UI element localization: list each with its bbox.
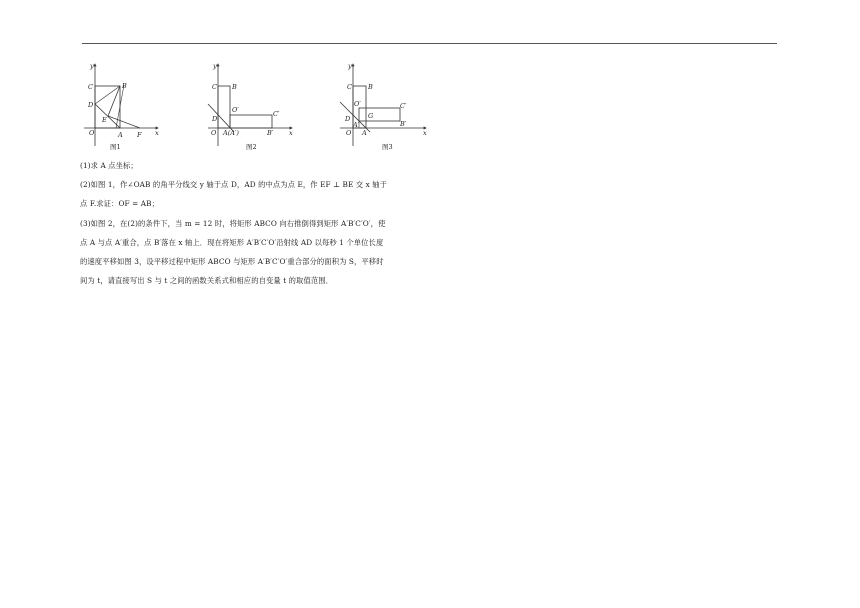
label-c2: C′ (400, 102, 407, 110)
figure-2 (200, 58, 300, 153)
label-d: D (88, 101, 94, 109)
label-d: D (212, 115, 218, 123)
label-c2: C′ (273, 110, 280, 118)
label-a: A(A′) (223, 129, 239, 137)
label-f: F (137, 131, 142, 139)
rectangle-a2b2c2o2 (230, 115, 272, 128)
problem-line: (3)如图 2，在(2)的条件下，当 m = 12 时，将矩形 ABCO 向右推倒得到矩形 A′B′C′O′，使 (80, 218, 386, 228)
label-o2: O′ (354, 100, 361, 108)
label-o: O (89, 129, 95, 137)
label-d: D (345, 115, 351, 123)
rectangle-abco (95, 86, 120, 128)
label-b2: B′ (400, 120, 407, 128)
label-o: O (346, 129, 352, 137)
header-rule (82, 43, 777, 44)
label-c: C (212, 83, 217, 91)
label-g: G (368, 112, 374, 120)
label-b: B (122, 82, 127, 90)
problem-line: 点 A 与点 A′重合，点 B′落在 x 轴上．现在将矩形 A′B′C′O′沿射线 AD 以每秒 1 个单位长度 (80, 237, 384, 247)
figure-3 (334, 58, 434, 153)
label-o: O (211, 129, 217, 137)
label-y: y (348, 62, 352, 70)
figure-1-diagram (78, 58, 168, 153)
figure-2-caption: 图2 (246, 143, 257, 151)
label-c: C (88, 83, 93, 91)
label-c: C (347, 83, 352, 91)
figure-3-diagram (334, 58, 434, 153)
segment-ef (108, 116, 140, 128)
problem-line: 的速度平移如图 3，设平移过程中矩形 ABCO 与矩形 A′B′C′O′重合部分的面积为 S，平移时 (80, 257, 384, 267)
figure-3-caption: 图3 (382, 143, 393, 151)
label-b: B (232, 83, 237, 91)
rectangle-a2b2c2o2 (359, 108, 400, 121)
label-x: x (289, 129, 293, 137)
label-o2: O′ (232, 106, 239, 114)
label-b: B (368, 83, 373, 91)
segment-ad (95, 104, 120, 128)
problem-line: 间为 t，请直接写出 S 与 t 之间的函数关系式和相应的自变量 t 的取值范围． (80, 276, 334, 286)
label-a: A (362, 129, 367, 137)
problem-line: 点 F.求证：OF = AB； (80, 199, 159, 209)
figure-1-caption: 图1 (110, 143, 121, 151)
label-y: y (213, 62, 217, 70)
figure-1 (78, 58, 168, 153)
label-y: y (90, 62, 94, 70)
label-x: x (423, 129, 427, 137)
problem-line: (1)求 A 点坐标； (80, 161, 138, 170)
problem-line: (2)如图 1，作∠OAB 的角平分线交 y 轴于点 D，AD 的中点为点 E，作 EF ⊥ BE 交 x 轴于 (80, 180, 388, 190)
label-a2: A′ (353, 121, 360, 129)
label-e: E (102, 116, 107, 124)
figure-2-diagram (200, 58, 300, 153)
problem-text (80, 156, 430, 290)
label-a: A (118, 131, 123, 139)
label-x: x (155, 129, 159, 137)
label-b2: B′ (267, 129, 274, 137)
